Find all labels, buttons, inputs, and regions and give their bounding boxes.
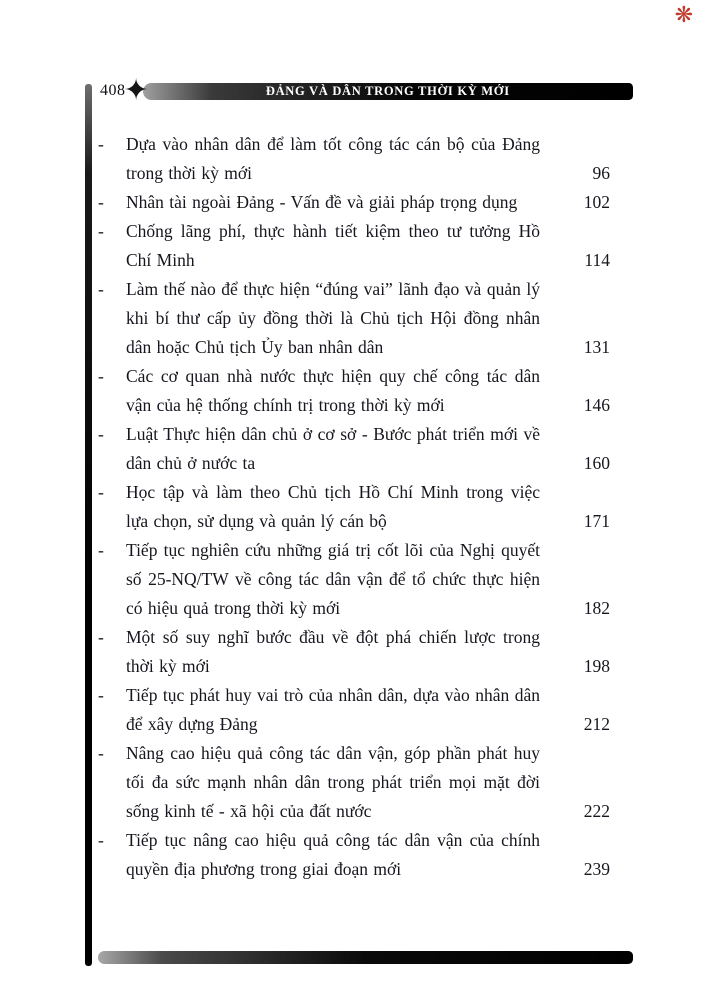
- toc-item-title: Làm thế nào để thực hiện “đúng vai” lãnh đạo và quản lý khi bí thư cấp ủy đồng thời là Chủ tịch Hội đồng nhân dân hoặc Chủ tịch Ủy ban nhân dân: [126, 279, 540, 357]
- footer-bar: [98, 951, 633, 964]
- toc-item-title: Một số suy nghĩ bước đầu về đột phá chiến lược trong thời kỳ mới: [126, 627, 540, 676]
- toc-dash: -: [98, 424, 104, 444]
- left-rule: [85, 84, 92, 966]
- toc-entry: [98, 130, 610, 188]
- toc-item-title: Chống lãng phí, thực hành tiết kiệm theo tư tưởng Hồ Chí Minh: [126, 221, 540, 270]
- toc-item-title: Tiếp tục nghiên cứu những giá trị cốt lõi của Nghị quyết số 25-NQ/TW về công tác dân vận để tổ chức thực hiện có hiệu quả trong thời kỳ mới: [126, 540, 540, 618]
- toc-item-page: 160: [583, 453, 610, 473]
- toc-item-title: Các cơ quan nhà nước thực hiện quy chế công tác dân vận của hệ thống chính trị trong thời kỳ mới: [126, 366, 540, 415]
- flower-icon: ❋: [674, 2, 693, 27]
- toc-dash: -: [98, 192, 104, 212]
- toc-dash: -: [98, 685, 104, 705]
- toc-entry: [98, 188, 610, 217]
- toc-item-page: 198: [583, 656, 610, 676]
- toc-item-page: 146: [583, 395, 610, 415]
- toc-entry: [98, 826, 610, 884]
- toc-item-page: 171: [583, 511, 610, 531]
- toc-item-title: Tiếp tục phát huy vai trò của nhân dân, dựa vào nhân dân để xây dựng Đảng: [126, 685, 540, 734]
- toc-item-page: 131: [583, 337, 610, 357]
- toc-dash: -: [98, 366, 104, 386]
- toc-entry: [98, 217, 610, 275]
- toc-item-title: Tiếp tục nâng cao hiệu quả công tác dân vận của chính quyền địa phương trong giai đoạn mới: [126, 830, 540, 879]
- toc-dash: -: [98, 743, 104, 763]
- toc-item-title: Nhân tài ngoài Đảng - Vấn đề và giải pháp trọng dụng: [126, 192, 518, 212]
- toc-item-page: 114: [584, 250, 610, 270]
- toc-entry: [98, 536, 610, 623]
- toc-item-page: 102: [583, 192, 610, 212]
- toc-entry: [98, 420, 610, 478]
- running-title-bar: [143, 83, 633, 100]
- toc-entry: [98, 275, 610, 362]
- toc-dash: -: [98, 627, 104, 647]
- page-number: 408: [100, 82, 126, 99]
- toc-dash: -: [98, 830, 104, 850]
- toc-dash: -: [98, 279, 104, 299]
- toc-item-page: 96: [592, 163, 610, 183]
- toc-dash: -: [98, 221, 104, 241]
- toc-entry: [98, 362, 610, 420]
- toc-item-title: Học tập và làm theo Chủ tịch Hồ Chí Minh trong việc lựa chọn, sử dụng và quản lý cán bộ: [126, 482, 540, 531]
- toc-item-page: 212: [583, 714, 610, 734]
- running-title: ĐẢNG VÀ DÂN TRONG THỜI KỲ MỚI: [265, 83, 510, 98]
- toc-item-page: 182: [583, 598, 610, 618]
- toc-dash: -: [98, 134, 104, 154]
- toc-dash: -: [98, 540, 104, 560]
- toc-entry: [98, 478, 610, 536]
- toc-item-title: Nâng cao hiệu quả công tác dân vận, góp phần phát huy tối đa sức mạnh nhân dân trong phát triển mọi mặt đời sống kinh tế - xã hội của đất nước: [126, 743, 540, 821]
- toc-list: [98, 130, 610, 884]
- toc-item-title: Luật Thực hiện dân chủ ở cơ sở - Bước phát triển mới về dân chủ ở nước ta: [126, 424, 540, 473]
- toc-item-title: Dựa vào nhân dân để làm tốt công tác cán bộ của Đảng trong thời kỳ mới: [126, 134, 540, 183]
- toc-entry: [98, 623, 610, 681]
- toc-entry: [98, 739, 610, 826]
- toc-item-page: 222: [583, 801, 610, 821]
- page-header: [100, 74, 633, 107]
- toc-entry: [98, 681, 610, 739]
- toc-item-page: 239: [583, 859, 610, 879]
- star-icon: ✦: [123, 74, 149, 107]
- toc-dash: -: [98, 482, 104, 502]
